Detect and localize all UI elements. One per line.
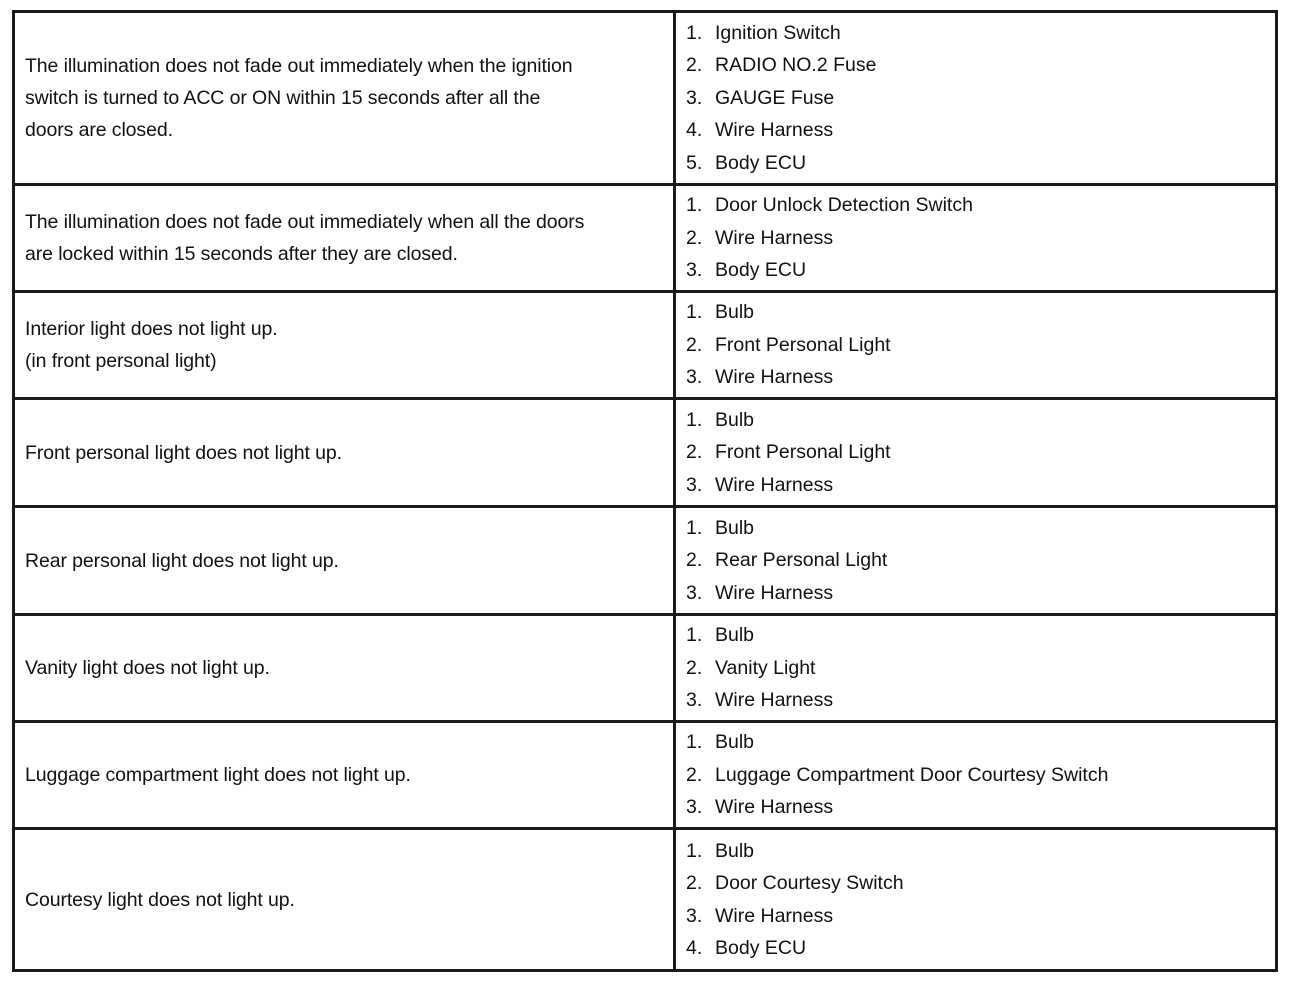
suspect-area-number: 3. (686, 904, 703, 927)
suspect-area-cell (675, 722, 1277, 829)
suspect-area-number: 3. (686, 796, 703, 819)
symptom-line: The illumination does not fade out immediately when the ignition (25, 55, 573, 77)
suspect-area-item (686, 469, 1265, 502)
suspect-area-item (686, 189, 1265, 222)
symptom-line: (in front personal light) (25, 350, 217, 372)
suspect-area-item (686, 684, 1265, 717)
suspect-area-item (686, 254, 1265, 287)
table-row (14, 507, 1277, 615)
troubleshooting-table (12, 10, 1278, 972)
suspect-area-list (686, 293, 1265, 397)
suspect-area-text: Wire Harness (715, 796, 834, 819)
suspect-area-text: Bulb (715, 624, 755, 647)
suspect-area-item (686, 114, 1265, 147)
suspect-area-text: Body ECU (715, 937, 807, 959)
symptom-line: Interior light does not light up. (25, 318, 278, 340)
suspect-area-item (686, 577, 1265, 610)
suspect-area-item (686, 512, 1265, 545)
suspect-area-item (686, 296, 1265, 329)
suspect-area-number: 1. (686, 731, 703, 754)
suspect-area-cell (675, 507, 1277, 615)
suspect-area-text: Door Unlock Detection Switch (715, 194, 973, 217)
suspect-area-item (686, 404, 1265, 437)
suspect-area-number: 2. (686, 763, 703, 786)
table-row (14, 615, 1277, 722)
suspect-area-item (686, 147, 1265, 180)
suspect-area-text: Wire Harness (715, 119, 834, 142)
symptom-line: switch is turned to ACC or ON within 15 seconds after all the (25, 87, 541, 109)
symptom-line: Front personal light does not light up. (25, 441, 342, 464)
suspect-area-item (686, 544, 1265, 577)
troubleshooting-table-body (14, 12, 1277, 971)
table-row (14, 185, 1277, 292)
suspect-area-text: Bulb (715, 516, 755, 539)
symptom-cell (14, 12, 675, 185)
symptom-line: Vanity light does not light up. (25, 657, 270, 679)
suspect-area-list (686, 832, 1265, 968)
suspect-area-number: 4. (686, 119, 703, 142)
table-row (14, 829, 1277, 971)
suspect-area-number: 3. (686, 473, 703, 496)
symptom-line: doors are closed. (25, 119, 173, 141)
suspect-area-text: Bulb (715, 839, 755, 862)
suspect-area-text: Body ECU (715, 259, 807, 282)
suspect-area-number: 1. (686, 516, 703, 539)
suspect-area-item (686, 436, 1265, 469)
table-row (14, 292, 1277, 399)
suspect-area-item (686, 835, 1265, 868)
suspect-area-number: 2. (686, 549, 703, 572)
suspect-area-item (686, 652, 1265, 685)
suspect-area-number: 1. (686, 21, 703, 44)
symptom-cell (14, 399, 675, 507)
suspect-area-text: Wire Harness (715, 581, 834, 604)
suspect-area-number: 1. (686, 408, 703, 431)
suspect-area-number: 2. (686, 226, 703, 249)
suspect-area-list (686, 509, 1265, 613)
suspect-area-item (686, 82, 1265, 115)
symptom-cell (14, 292, 675, 399)
suspect-area-cell (675, 12, 1277, 185)
symptom-cell (14, 615, 675, 722)
symptom-line: Courtesy light does not light up. (25, 888, 295, 911)
suspect-area-item (686, 900, 1265, 933)
suspect-area-list (686, 723, 1265, 827)
suspect-area-text: Wire Harness (715, 689, 834, 712)
suspect-area-item (686, 329, 1265, 362)
suspect-area-text: Luggage Compartment Door Courtesy Switch (715, 763, 1109, 786)
symptom-line: The illumination does not fade out immediately when all the doors (25, 211, 585, 233)
symptom-line: Rear personal light does not light up. (25, 549, 339, 572)
suspect-area-number: 2. (686, 333, 703, 356)
suspect-area-item (686, 619, 1265, 652)
suspect-area-list (686, 401, 1265, 505)
suspect-area-number: 2. (686, 656, 703, 679)
suspect-area-number: 1. (686, 194, 703, 217)
suspect-area-item (686, 17, 1265, 50)
table-row (14, 12, 1277, 185)
suspect-area-text: Rear Personal Light (715, 549, 888, 572)
suspect-area-number: 2. (686, 872, 703, 894)
suspect-area-text: GAUGE Fuse (715, 86, 835, 109)
suspect-area-number: 3. (686, 581, 703, 604)
suspect-area-number: 1. (686, 624, 703, 647)
suspect-area-number: 3. (686, 366, 703, 389)
suspect-area-text: Wire Harness (715, 366, 834, 389)
suspect-area-number: 3. (686, 86, 703, 109)
suspect-area-text: Wire Harness (715, 226, 834, 249)
suspect-area-text: Door Courtesy Switch (715, 872, 904, 894)
suspect-area-text: Wire Harness (715, 473, 834, 496)
suspect-area-number: 5. (686, 151, 703, 174)
suspect-area-cell (675, 615, 1277, 722)
suspect-area-number: 1. (686, 839, 703, 862)
suspect-area-number: 4. (686, 937, 703, 959)
suspect-area-text: Front Personal Light (715, 441, 891, 464)
suspect-area-text: Bulb (715, 301, 755, 324)
suspect-area-text: Vanity Light (715, 656, 816, 679)
suspect-area-item (686, 867, 1265, 900)
symptom-cell (14, 185, 675, 292)
suspect-area-item (686, 726, 1265, 759)
suspect-area-cell (675, 829, 1277, 971)
suspect-area-number: 3. (686, 259, 703, 282)
symptom-line: are locked within 15 seconds after they are closed. (25, 243, 458, 265)
suspect-area-number: 1. (686, 301, 703, 324)
suspect-area-number: 2. (686, 441, 703, 464)
suspect-area-number: 3. (686, 689, 703, 712)
suspect-area-cell (675, 185, 1277, 292)
suspect-area-text: Bulb (715, 408, 755, 431)
suspect-area-item (686, 361, 1265, 394)
suspect-area-text: Body ECU (715, 151, 807, 174)
symptom-cell (14, 722, 675, 829)
symptom-cell (14, 507, 675, 615)
symptom-cell (14, 829, 675, 971)
suspect-area-item (686, 759, 1265, 792)
suspect-area-text: RADIO NO.2 Fuse (715, 54, 877, 77)
table-row (14, 722, 1277, 829)
suspect-area-text: Bulb (715, 731, 755, 754)
suspect-area-list (686, 616, 1265, 720)
suspect-area-item (686, 222, 1265, 255)
table-row (14, 399, 1277, 507)
symptom-line: Luggage compartment light does not light up. (25, 764, 411, 786)
suspect-area-list (686, 186, 1265, 290)
suspect-area-item (686, 49, 1265, 82)
suspect-area-cell (675, 292, 1277, 399)
suspect-area-item (686, 932, 1265, 965)
suspect-area-text: Front Personal Light (715, 333, 891, 356)
suspect-area-text: Ignition Switch (715, 21, 841, 44)
suspect-area-list (686, 14, 1265, 183)
suspect-area-text: Wire Harness (715, 904, 834, 927)
suspect-area-cell (675, 399, 1277, 507)
suspect-area-number: 2. (686, 54, 703, 77)
suspect-area-item (686, 791, 1265, 824)
